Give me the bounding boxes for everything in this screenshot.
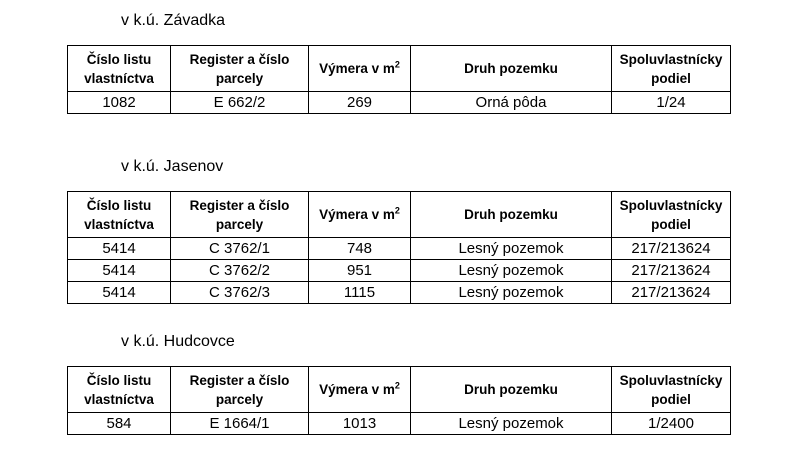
parcel-table-jasenov	[67, 191, 731, 304]
header-land-type: Druh pozemku	[411, 367, 612, 413]
header-list-number: Číslo listu vlastníctva	[68, 192, 171, 238]
header-list-number: Číslo listu vlastníctva	[68, 46, 171, 92]
cell-area: 1013	[309, 413, 411, 435]
header-register-parcel: Register a číslo parcely	[171, 367, 309, 413]
table-row	[68, 92, 731, 114]
header-share: Spoluvlastnícky podiel	[612, 367, 731, 413]
cell-land-type: Orná pôda	[411, 92, 612, 114]
table-row	[68, 282, 731, 304]
cell-share: 1/2400	[612, 413, 731, 435]
cell-list-number: 5414	[68, 238, 171, 260]
header-area-label: Výmera v m	[319, 207, 395, 222]
header-area-unit: 2	[394, 205, 400, 216]
cell-share: 1/24	[612, 92, 731, 114]
header-area	[309, 367, 411, 413]
cell-land-type: Lesný pozemok	[411, 260, 612, 282]
cell-parcel: C 3762/1	[171, 238, 309, 260]
cell-parcel: C 3762/2	[171, 260, 309, 282]
header-register-parcel: Register a číslo parcely	[171, 46, 309, 92]
cell-area: 748	[309, 238, 411, 260]
cell-list-number: 584	[68, 413, 171, 435]
header-share: Spoluvlastnícky podiel	[612, 46, 731, 92]
table-header-row	[68, 46, 731, 92]
cell-list-number: 1082	[68, 92, 171, 114]
cell-list-number: 5414	[68, 260, 171, 282]
table-row	[68, 413, 731, 435]
table-header-row	[68, 367, 731, 413]
cell-land-type: Lesný pozemok	[411, 282, 612, 304]
header-area	[309, 46, 411, 92]
cell-land-type: Lesný pozemok	[411, 413, 612, 435]
header-area-label: Výmera v m	[319, 61, 395, 76]
parcel-table-hudcovce	[67, 366, 731, 435]
header-land-type: Druh pozemku	[411, 192, 612, 238]
table-row	[68, 260, 731, 282]
parcel-table-zavadka	[67, 45, 731, 114]
cell-parcel: E 662/2	[171, 92, 309, 114]
header-share: Spoluvlastnícky podiel	[612, 192, 731, 238]
cell-list-number: 5414	[68, 282, 171, 304]
header-land-type: Druh pozemku	[411, 46, 612, 92]
section-title-jasenov: v k.ú. Jasenov	[121, 158, 224, 175]
header-area-label: Výmera v m	[319, 382, 395, 397]
cell-parcel: E 1664/1	[171, 413, 309, 435]
header-area	[309, 192, 411, 238]
section-title-zavadka: v k.ú. Závadka	[121, 12, 226, 29]
cell-area: 1115	[309, 282, 411, 304]
cell-area: 951	[309, 260, 411, 282]
table-header-row	[68, 192, 731, 238]
cell-parcel: C 3762/3	[171, 282, 309, 304]
header-area-unit: 2	[394, 380, 400, 391]
cell-area: 269	[309, 92, 411, 114]
cell-share: 217/213624	[612, 282, 731, 304]
table-row	[68, 238, 731, 260]
cell-share: 217/213624	[612, 238, 731, 260]
section-title-hudcovce: v k.ú. Hudcovce	[121, 333, 235, 350]
header-area-unit: 2	[394, 59, 400, 70]
header-register-parcel: Register a číslo parcely	[171, 192, 309, 238]
cell-land-type: Lesný pozemok	[411, 238, 612, 260]
cell-share: 217/213624	[612, 260, 731, 282]
header-list-number: Číslo listu vlastníctva	[68, 367, 171, 413]
